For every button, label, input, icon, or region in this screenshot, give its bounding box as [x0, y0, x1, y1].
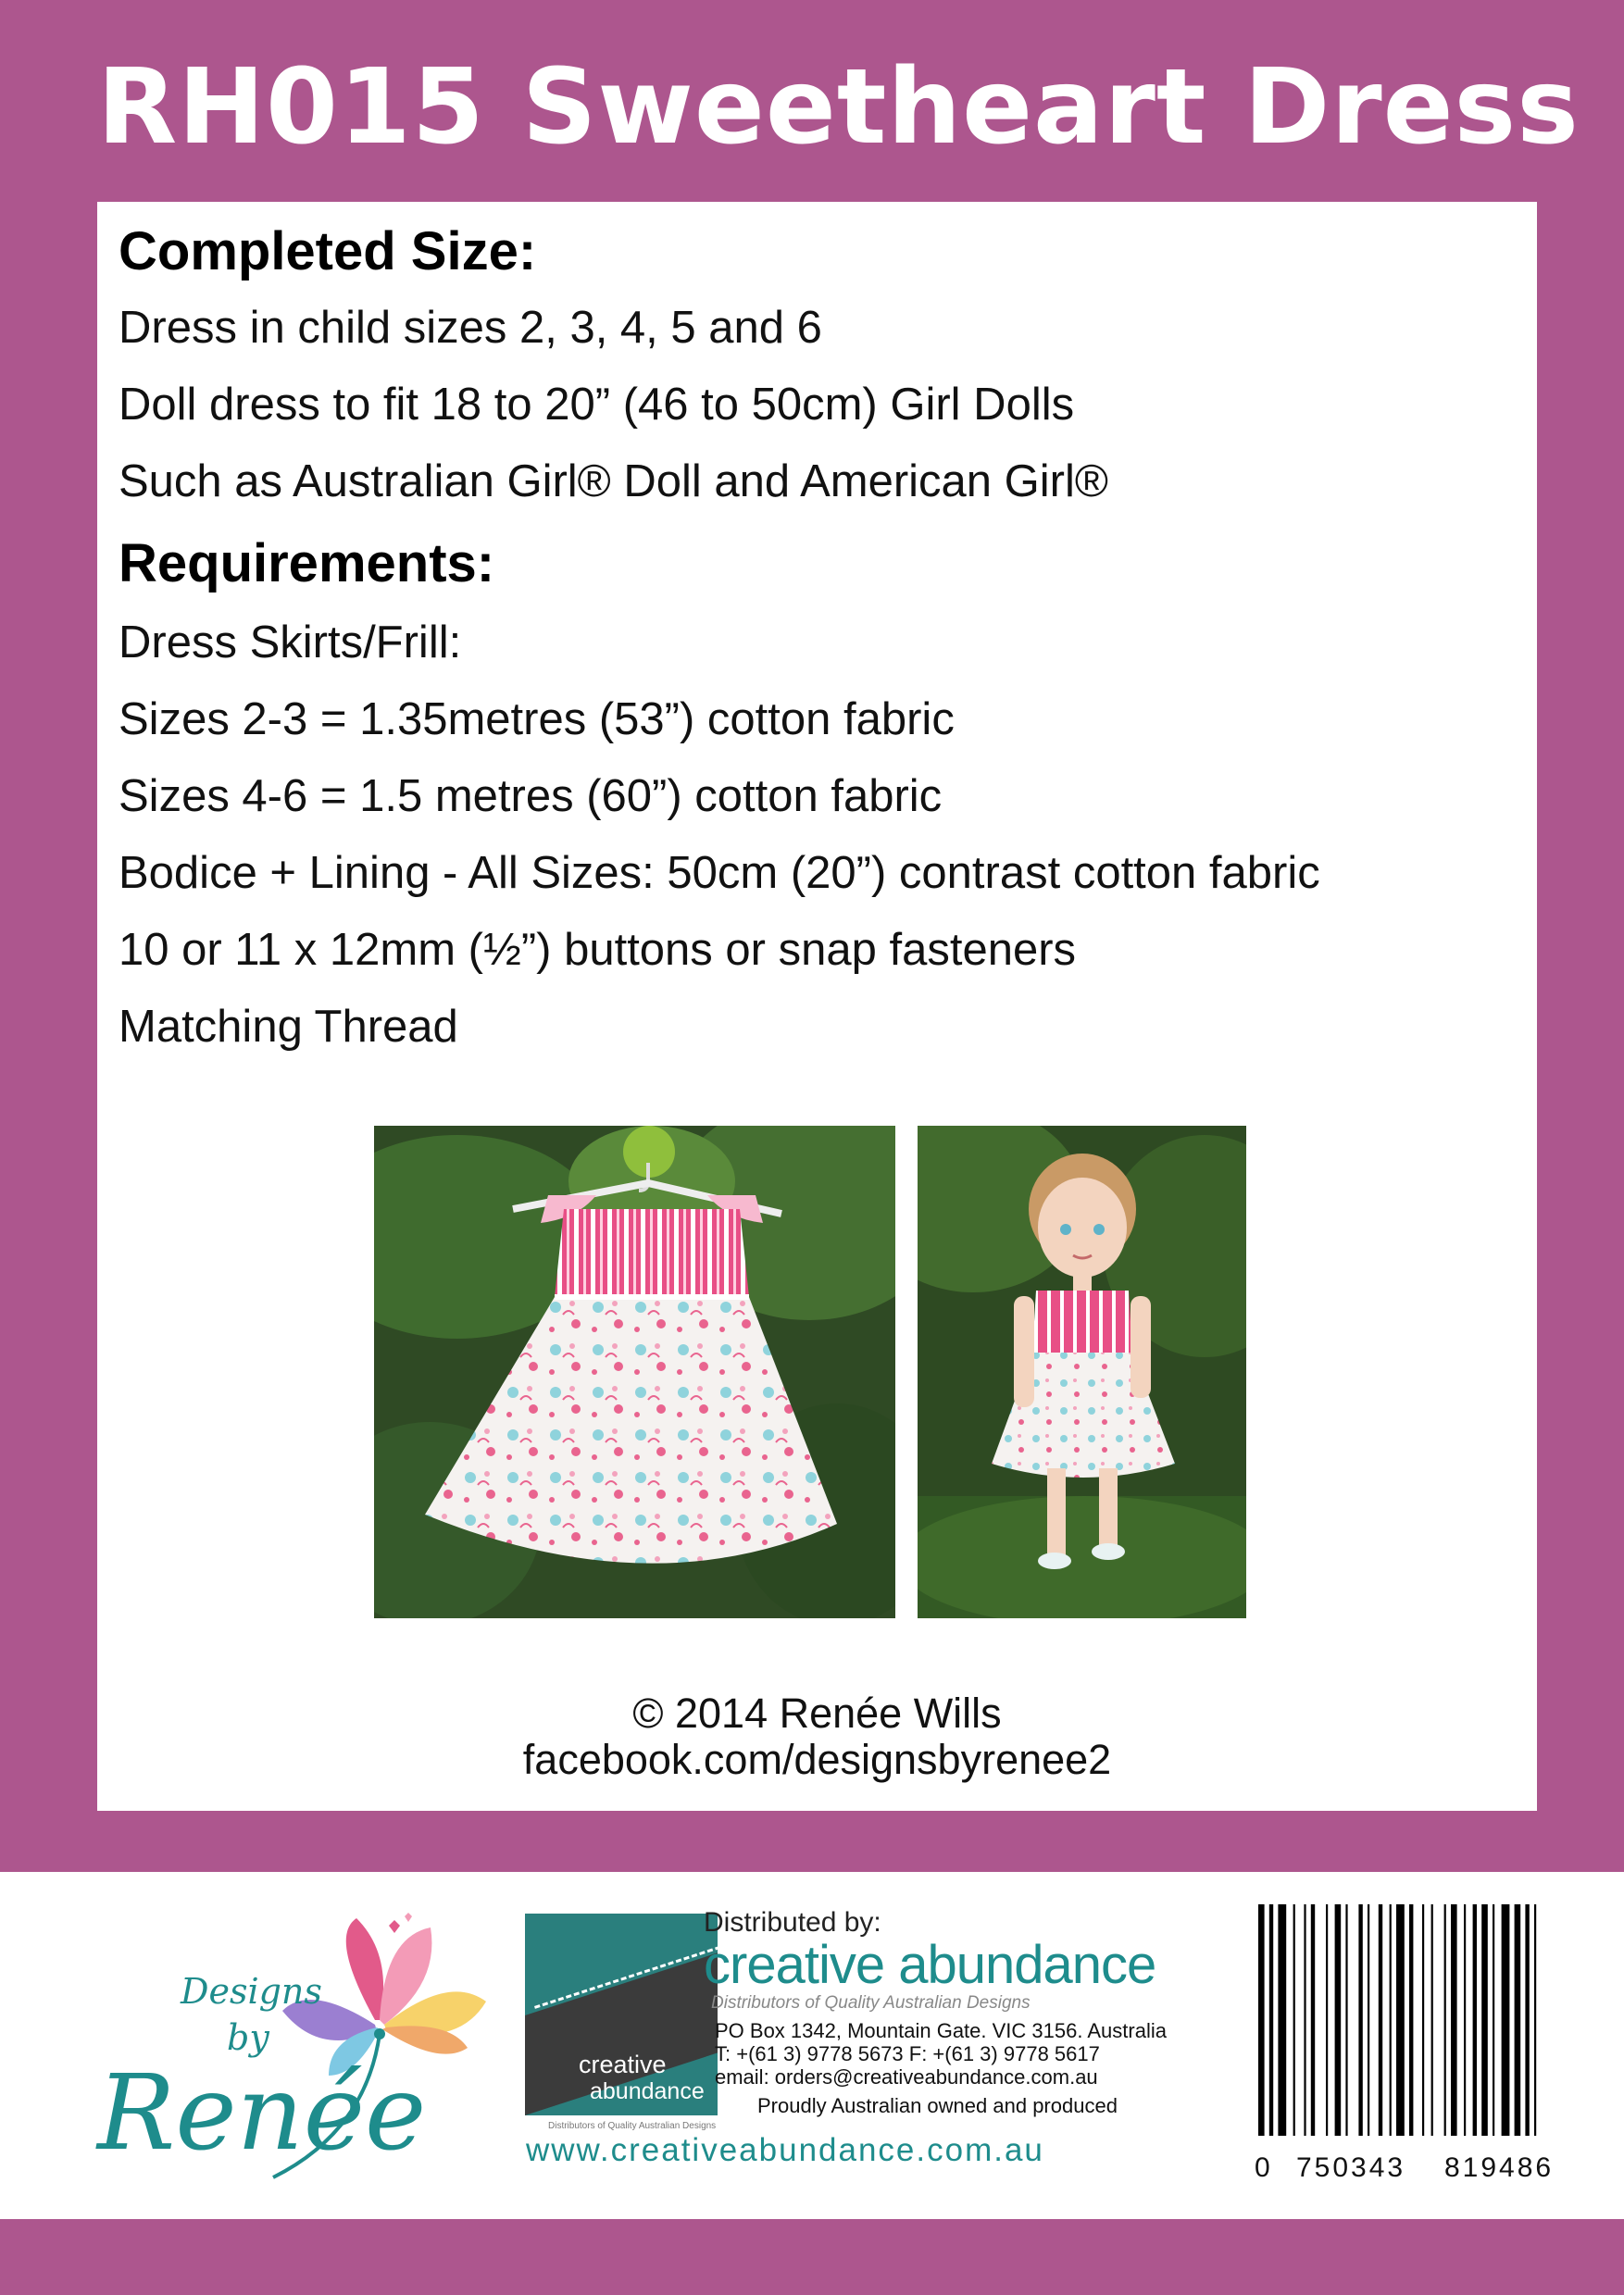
copyright-line: © 2014 Renée Wills: [632, 1690, 1002, 1737]
footer: [0, 1872, 1624, 2219]
barcode-digit-left: 0: [1255, 2152, 1270, 2183]
size-line: Doll dress to fit 18 to 20” (46 to 50cm) Girl Dolls: [119, 380, 1075, 430]
distributor-name: creative abundance: [704, 1935, 1156, 1995]
logo-by-text: by: [227, 2017, 269, 2058]
completed-size-heading: Completed Size:: [119, 221, 537, 281]
page-title: RH015 Sweetheart Dress: [97, 47, 1580, 168]
distributor-proudly: Proudly Australian owned and produced: [757, 2094, 1118, 2117]
requirements-heading: Requirements:: [119, 533, 495, 593]
distributor-tagline: Distributors of Quality Australian Designs: [711, 1993, 1031, 2013]
size-line: Dress in child sizes 2, 3, 4, 5 and 6: [119, 303, 822, 353]
size-line: Such as Australian Girl® Doll and American Girl®: [119, 456, 1108, 506]
barcode-bars: [1255, 1904, 1593, 2136]
distributor-email[interactable]: email: orders@creativeabundance.com.au: [715, 2065, 1098, 2089]
content-panel: [97, 202, 1537, 1811]
barcode: [1255, 1904, 1593, 2182]
requirement-line: 10 or 11 x 12mm (½”) buttons or snap fasteners: [119, 925, 1077, 975]
distributor-phone: T: +(61 3) 9778 5673 F: +(61 3) 9778 5617: [715, 2042, 1100, 2065]
creative-abundance-badge: [525, 1914, 718, 2115]
requirement-line: Sizes 2-3 = 1.35metres (53”) cotton fabric: [119, 694, 955, 744]
badge-small-text: Distributors of Quality Australian Designs: [548, 2121, 717, 2131]
doll-dress-photo: [918, 1126, 1246, 1618]
facebook-link[interactable]: facebook.com/designsbyrenee2: [522, 1736, 1112, 1783]
requirement-line: Matching Thread: [119, 1002, 458, 1052]
badge-abundance-text: abundance: [590, 2078, 705, 2104]
badge-creative-text: creative: [579, 2051, 667, 2078]
child-dress-photo: [374, 1126, 895, 1618]
designs-by-renee-logo: [51, 1900, 514, 2205]
logo-renee-text: Renée: [97, 2053, 427, 2174]
distributed-by-label: Distributed by:: [704, 1907, 881, 1938]
barcode-digits-mid: 750343: [1296, 2152, 1406, 2183]
barcode-digits-right: 819486: [1444, 2152, 1555, 2183]
logo-designs-text: Designs: [181, 1971, 322, 2012]
distributor-website[interactable]: www.creativeabundance.com.au: [526, 2132, 1044, 2168]
requirement-line: Bodice + Lining - All Sizes: 50cm (20”) contrast cotton fabric: [119, 848, 1320, 898]
requirement-line: Dress Skirts/Frill:: [119, 617, 462, 667]
requirement-line: Sizes 4-6 = 1.5 metres (60”) cotton fabric: [119, 771, 943, 821]
distributor-address: PO Box 1342, Mountain Gate. VIC 3156. Australia: [715, 2019, 1167, 2042]
